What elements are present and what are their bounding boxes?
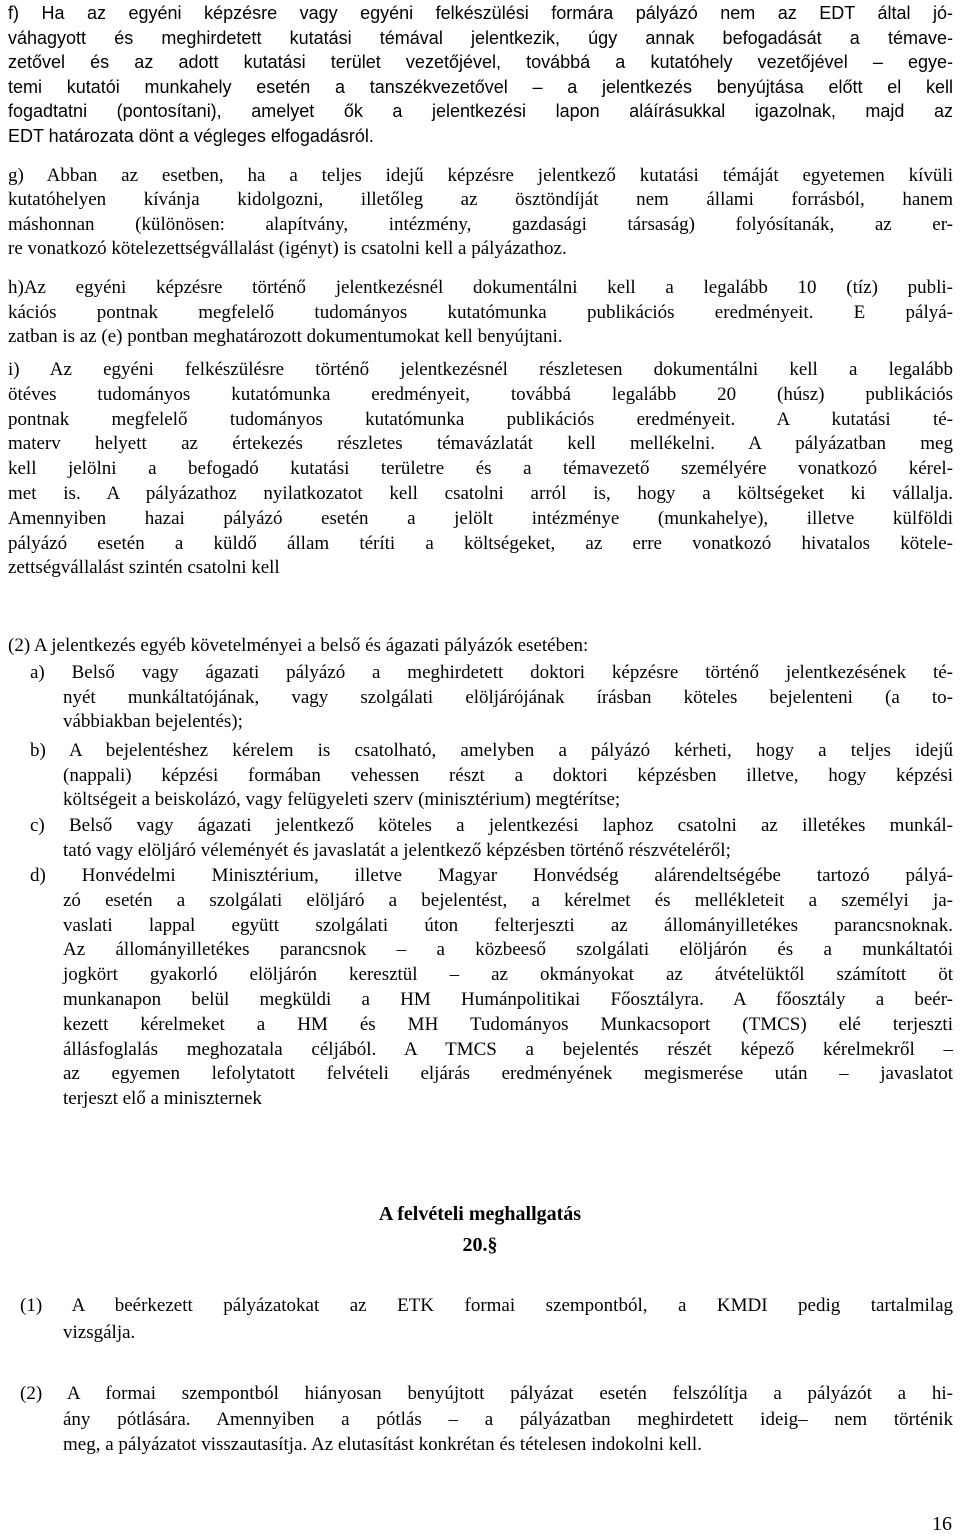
text-line: kutatóhelyen kívánja kidolgozni, illetőleg az ösztöndíját nem állami forrásból, hanem xyxy=(8,189,953,211)
paragraph-f xyxy=(8,1,953,149)
text-line: váhagyott és meghirdetett kutatási témával jelentkezik, úgy annak befogadását a témave- xyxy=(8,27,953,48)
text-line: máshonnan (különösen: alapítvány, intézmény, gazdasági társaság) folyósítanák, az er- xyxy=(8,213,953,235)
text-line: g) Abban az esetben, ha a teljes idejű képzésre jelentkező kutatási témáját egyetemen kívüli xyxy=(8,165,953,186)
text-line: vaslati lappal együtt szolgálati úton felterjeszti az állományilletékes parancsnoknak. xyxy=(63,914,953,936)
text-line: d) Honvédelmi Minisztérium, illetve Magyar Honvédség alárendeltségébe tartozó pályá- xyxy=(30,865,953,886)
text-line: Amennyiben hazai pályázó esetén a jelölt intézménye (munkahelye), illetve külföldi xyxy=(8,507,953,529)
paragraph-20-2 xyxy=(20,1381,953,1458)
text-line: munkanapon belül megküldi a HM Humánpolitikai Főosztályra. A főosztály a beér- xyxy=(63,988,953,1010)
paragraph-2b xyxy=(30,739,953,813)
text-line: költségeit a beiskolázó, vagy felügyeleti szerv (minisztérium) megtérítse; xyxy=(63,789,621,811)
text-line: Az állományilletékes parancsnok – a közbeeső szolgálati elöljárón és a munkáltatói xyxy=(63,939,953,961)
text-line: re vonatkozó kötelezettségvállalást (igényt) is csatolni kell a pályázathoz. xyxy=(8,238,567,260)
text-line: (2) A formai szempontból hiányosan benyújtott pályázat esetén felszólítja a pályázót a hi- xyxy=(20,1383,953,1404)
text-line: a) Belső vagy ágazati pályázó a meghirdetett doktori képzésre történő jelentkezésének té- xyxy=(30,662,953,683)
paragraph-2-intro-text: (2) A jelentkezés egyéb követelményei a belső és ágazati pályázók esetében: xyxy=(8,635,589,656)
text-line: vizsgálja. xyxy=(63,1322,136,1343)
text-line: c) Belső vagy ágazati jelentkező köteles a jelentkezési laphoz csatolni az illetékes munkál- xyxy=(30,815,953,836)
text-line: f) Ha az egyéni képzésre vagy egyéni felkészülési formára pályázó nem az EDT által jó- xyxy=(8,3,953,23)
paragraph-i xyxy=(8,358,953,581)
paragraph-20-1 xyxy=(20,1292,953,1346)
text-line: i) Az egyéni felkészülésre történő jelentkezésnél részletesen dokumentálni kell a legalább xyxy=(8,359,953,380)
text-line: materv helyett az értekezés részletes témavázlatát kell mellékelni. A pályázatban meg xyxy=(8,433,953,455)
text-line: nyét munkáltatójának, vagy szolgálati elöljárójának írásban köteles bejelenteni (a to- xyxy=(63,686,953,708)
text-line: (1) A beérkezett pályázatokat az ETK formai szempontból, a KMDI pedig tartalmilag xyxy=(20,1295,953,1316)
text-line: zettségvállalást szintén csatolni kell xyxy=(8,557,280,579)
paragraph-2c xyxy=(30,813,953,863)
text-line: EDT határozata dönt a végleges elfogadásról. xyxy=(8,125,374,146)
section-heading-title: A felvételi meghallgatás xyxy=(378,1203,582,1225)
text-line: zatban is az (e) pontban meghatározott dokumentumokat kell benyújtani. xyxy=(8,326,563,348)
text-line: terjeszt elő a miniszternek xyxy=(63,1088,262,1110)
paragraph-h xyxy=(8,276,953,350)
text-line: jogkört gyakorló elöljárón keresztül – az okmányokat az átvételüktől számított öt xyxy=(63,964,953,986)
text-line: meg, a pályázatot visszautasítja. Az elutasítást konkrétan és tételesen indokolni kell. xyxy=(63,1434,702,1455)
text-line: pályázó esetén a küldő állam téríti a költségeket, az erre vonatkozó hivatalos kötele- xyxy=(8,532,953,554)
text-line: met is. A pályázathoz nyilatkozatot kell csatolni arról is, hogy a költségeket ki vállalja. xyxy=(8,482,953,504)
text-line: b) A bejelentéshez kérelem is csatolható, amelyben a pályázó kérheti, hogy a teljes idejű xyxy=(30,740,953,761)
text-line: fogadtatni (pontosítani), amelyet ők a jelentkezési lapon aláírásukkal igazolnak, majd az xyxy=(8,101,953,122)
text-line: pontnak megfelelő tudományos kutatómunka publikációs eredményeit. A kutatási té- xyxy=(8,408,953,430)
text-line: kell jelölni a befogadó kutatási területre és a témavezető személyére vonatkozó kérel- xyxy=(8,458,953,480)
text-line: kációs pontnak megfelelő tudományos kutatómunka publikációs eredményeit. E pályá- xyxy=(8,301,953,323)
text-line: temi kutatói munkahely esetén a tanszékvezetővel – a jelentkezés benyújtása előtt el kell xyxy=(8,76,953,97)
section-heading-number: 20.§ xyxy=(462,1234,498,1256)
text-line: ötéves tudományos kutatómunka eredményeit, továbbá legalább 20 (húsz) publikációs xyxy=(8,383,953,405)
text-line: ány pótlására. Amennyiben a pótlás – a pályázatban meghirdetett ideig– nem történik xyxy=(63,1408,953,1430)
text-line: (nappali) képzési formában vehessen részt a doktori képzésben illetve, hogy képzési xyxy=(63,764,953,786)
text-line: vábbiakban bejelentés); xyxy=(63,711,243,733)
paragraph-2-intro xyxy=(8,634,953,658)
text-line: h)Az egyéni képzésre történő jelentkezésnél dokumentálni kell a legalább 10 (tíz) publi- xyxy=(8,277,953,298)
paragraph-2a xyxy=(30,661,953,735)
text-line: zó esetén a szolgálati elöljáró a bejelentést, a kérelmet és mellékleteit a személyi ja- xyxy=(63,889,953,911)
text-line: állásfoglalás meghozatala céljából. A TMCS a bejelentés részét képező kérelmekről – xyxy=(63,1038,953,1060)
text-line: tató vagy elöljáró véleményét és javaslatát a jelentkező képzésben történő részvételéről; xyxy=(63,840,731,861)
page-number: 16 xyxy=(932,1513,952,1535)
paragraph-g xyxy=(8,164,953,262)
text-line: az egyemen lefolytatott felvételi eljárás eredményének megismerése után – javaslatot xyxy=(63,1063,953,1085)
text-line: kezett kérelmeket a HM és MH Tudományos Munkacsoport (TMCS) elé terjeszti xyxy=(63,1013,953,1035)
text-line: zetővel és az adott kutatási terület vezetőjével, továbbá a kutatóhely vezetőjével – egye- xyxy=(8,52,953,73)
paragraph-2d xyxy=(30,864,953,1112)
